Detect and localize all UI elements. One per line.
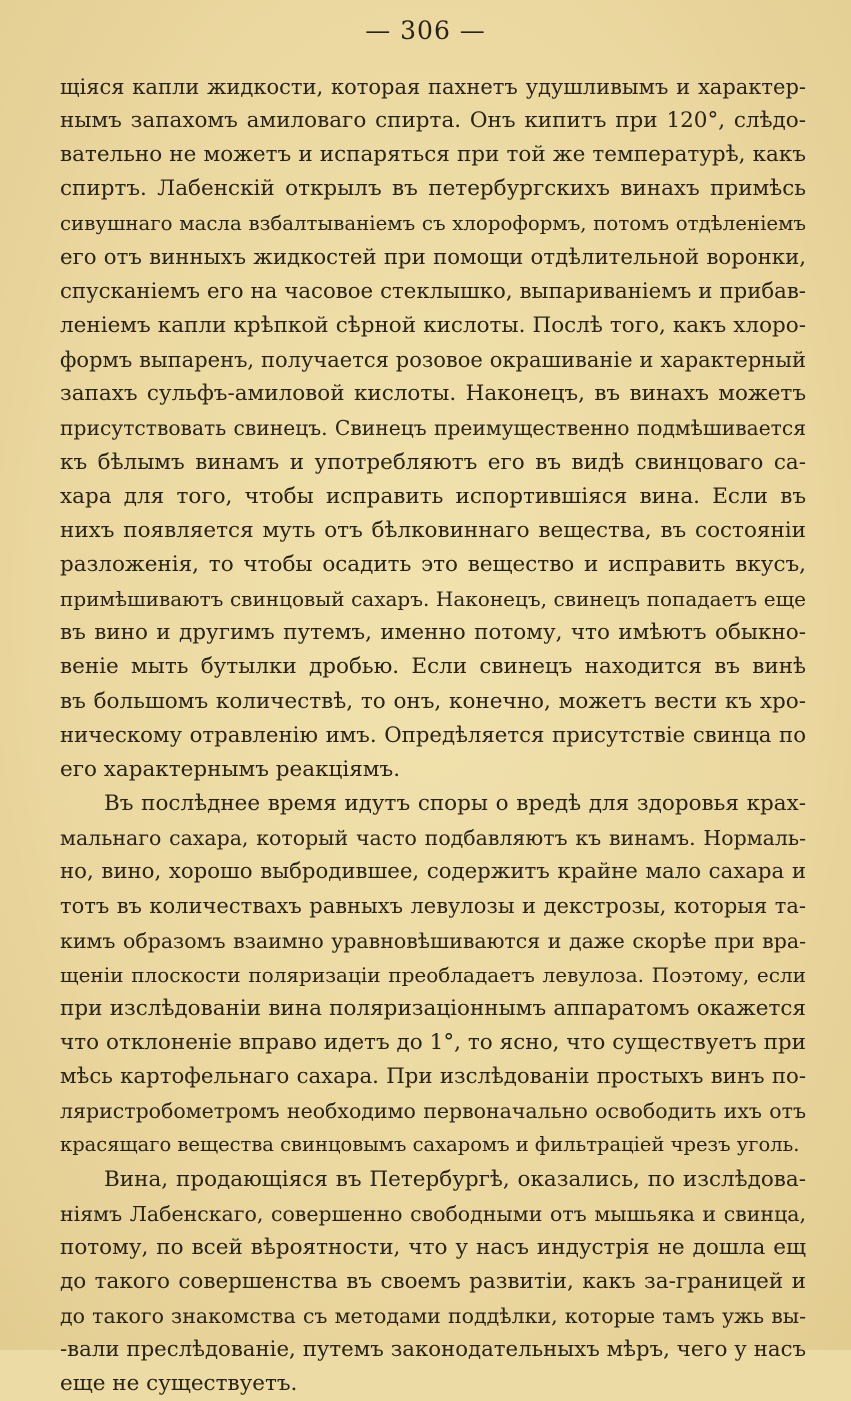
text-line: примѣшиваютъ свинцовый сахаръ. Наконецъ, свинецъ попадаетъ еще: [60, 587, 806, 612]
text-line: вательно не можетъ и испаряться при той же температурѣ, какъ: [60, 142, 806, 168]
text-line: что отклоненіе вправо идетъ до 1°, то ясно, что существуетъ при: [60, 1029, 806, 1055]
text-line: присутствовать свинецъ. Свинецъ преимущественно подмѣшивается: [60, 416, 806, 441]
text-line: хара для того, чтобы исправить испортившіяся вина. Если въ: [60, 483, 806, 509]
text-line: кимъ образомъ взаимно уравновѣшиваются и даже скорѣе при вра-: [60, 928, 806, 953]
text-line: Вина, продающіяся въ Петербургѣ, оказались, по изслѣдова-: [104, 1166, 806, 1192]
text-line: спусканіемъ его на часовое стеклышко, выпариваніемъ и прибав-: [60, 278, 806, 304]
text-line: мѣсь картофельнаго сахара. При изслѣдованіи простыхъ винъ по-: [60, 1064, 806, 1090]
text-line: щеніи плоскости поляризаціи преобладаетъ левулоза. Поэтому, если: [60, 962, 806, 987]
text-line: -вали преслѣдованіе, путемъ законодательныхъ мѣръ, чего у насъ: [60, 1337, 806, 1363]
text-line: его отъ винныхъ жидкостей при помощи отдѣлительной воронки,: [60, 244, 806, 270]
text-line: формъ выпаренъ, получается розовое окрашиваніе и характерный: [60, 348, 806, 373]
text-line: спиртъ. Лабенскій открылъ въ петербургскихъ винахъ примѣсь: [60, 176, 806, 202]
text-line: ляристробометромъ необходимо первоначально освободить ихъ отъ: [60, 1099, 806, 1124]
page-number: — 306 —: [365, 16, 486, 45]
text-line: Въ послѣднее время идутъ споры о вредѣ для здоровья крах-: [104, 790, 806, 816]
text-line: но, вино, хорошо выбродившее, содержитъ крайне мало сахара и: [60, 859, 806, 885]
text-line: къ бѣлымъ винамъ и употребляютъ его въ видѣ свинцоваго са-: [60, 449, 806, 475]
text-line: запахъ сульфъ-амиловой кислоты. Наконецъ, въ винахъ можетъ: [60, 381, 806, 407]
text-line: нымъ запахомъ амиловаго спирта. Онъ кипитъ при 120°, слѣдо-: [60, 108, 806, 134]
text-line: потому, по всей вѣроятности, что у насъ индустрія не дошла ещ: [60, 1234, 806, 1260]
text-line: еще не существуетъ.: [60, 1371, 298, 1397]
text-line: леніемъ капли крѣпкой сѣрной кислоты. Послѣ того, какъ хлоро-: [60, 312, 806, 338]
body-text: [60, 70, 806, 1401]
text-line: сивушнаго масла взбалтываніемъ съ хлороформъ, потомъ отдѣленіемъ: [60, 211, 806, 235]
text-line: до такого знакомства съ методами поддѣлки, которые тамъ ужь вы-: [60, 1304, 806, 1329]
text-line: нихъ появляется муть отъ бѣлковиннаго вещества, въ состояніи: [60, 517, 806, 543]
text-line: тотъ въ количествахъ равныхъ левулозы и декстрозы, которыя та-: [60, 894, 806, 919]
text-line: при изслѣдованіи вина поляризаціоннымъ аппаратомъ окажется: [60, 995, 806, 1021]
text-line: мальнаго сахара, который часто подбавляютъ къ винамъ. Нормаль-: [60, 826, 806, 851]
text-line: щіяся капли жидкости, которая пахнетъ удушливымъ и характер-: [60, 75, 806, 99]
text-line: ническому отравленію имъ. Опредѣляется присутствіе свинца по: [60, 722, 806, 748]
text-line: до такого совершенства въ своемъ развитіи, какъ за-границей и: [60, 1268, 806, 1294]
text-line: ніямъ Лабенскаго, совершенно свободными отъ мышьяка и свинца,: [60, 1201, 806, 1226]
text-line: въ большомъ количествѣ, то онъ, конечно, можетъ вести къ хро-: [60, 688, 806, 714]
text-line: красящаго вещества свинцовымъ сахаромъ и фильтраціей чрезъ уголь.: [60, 1133, 800, 1157]
text-line: его характернымъ реакціямъ.: [60, 756, 401, 782]
text-line: веніе мыть бутылки дробью. Если свинецъ находится въ винѣ: [60, 654, 806, 680]
text-line: въ вино и другимъ путемъ, именно потому, что имѣютъ обыкно-: [60, 620, 806, 646]
text-line: разложенія, то чтобы осадить это вещество и исправить вкусъ,: [60, 551, 806, 577]
